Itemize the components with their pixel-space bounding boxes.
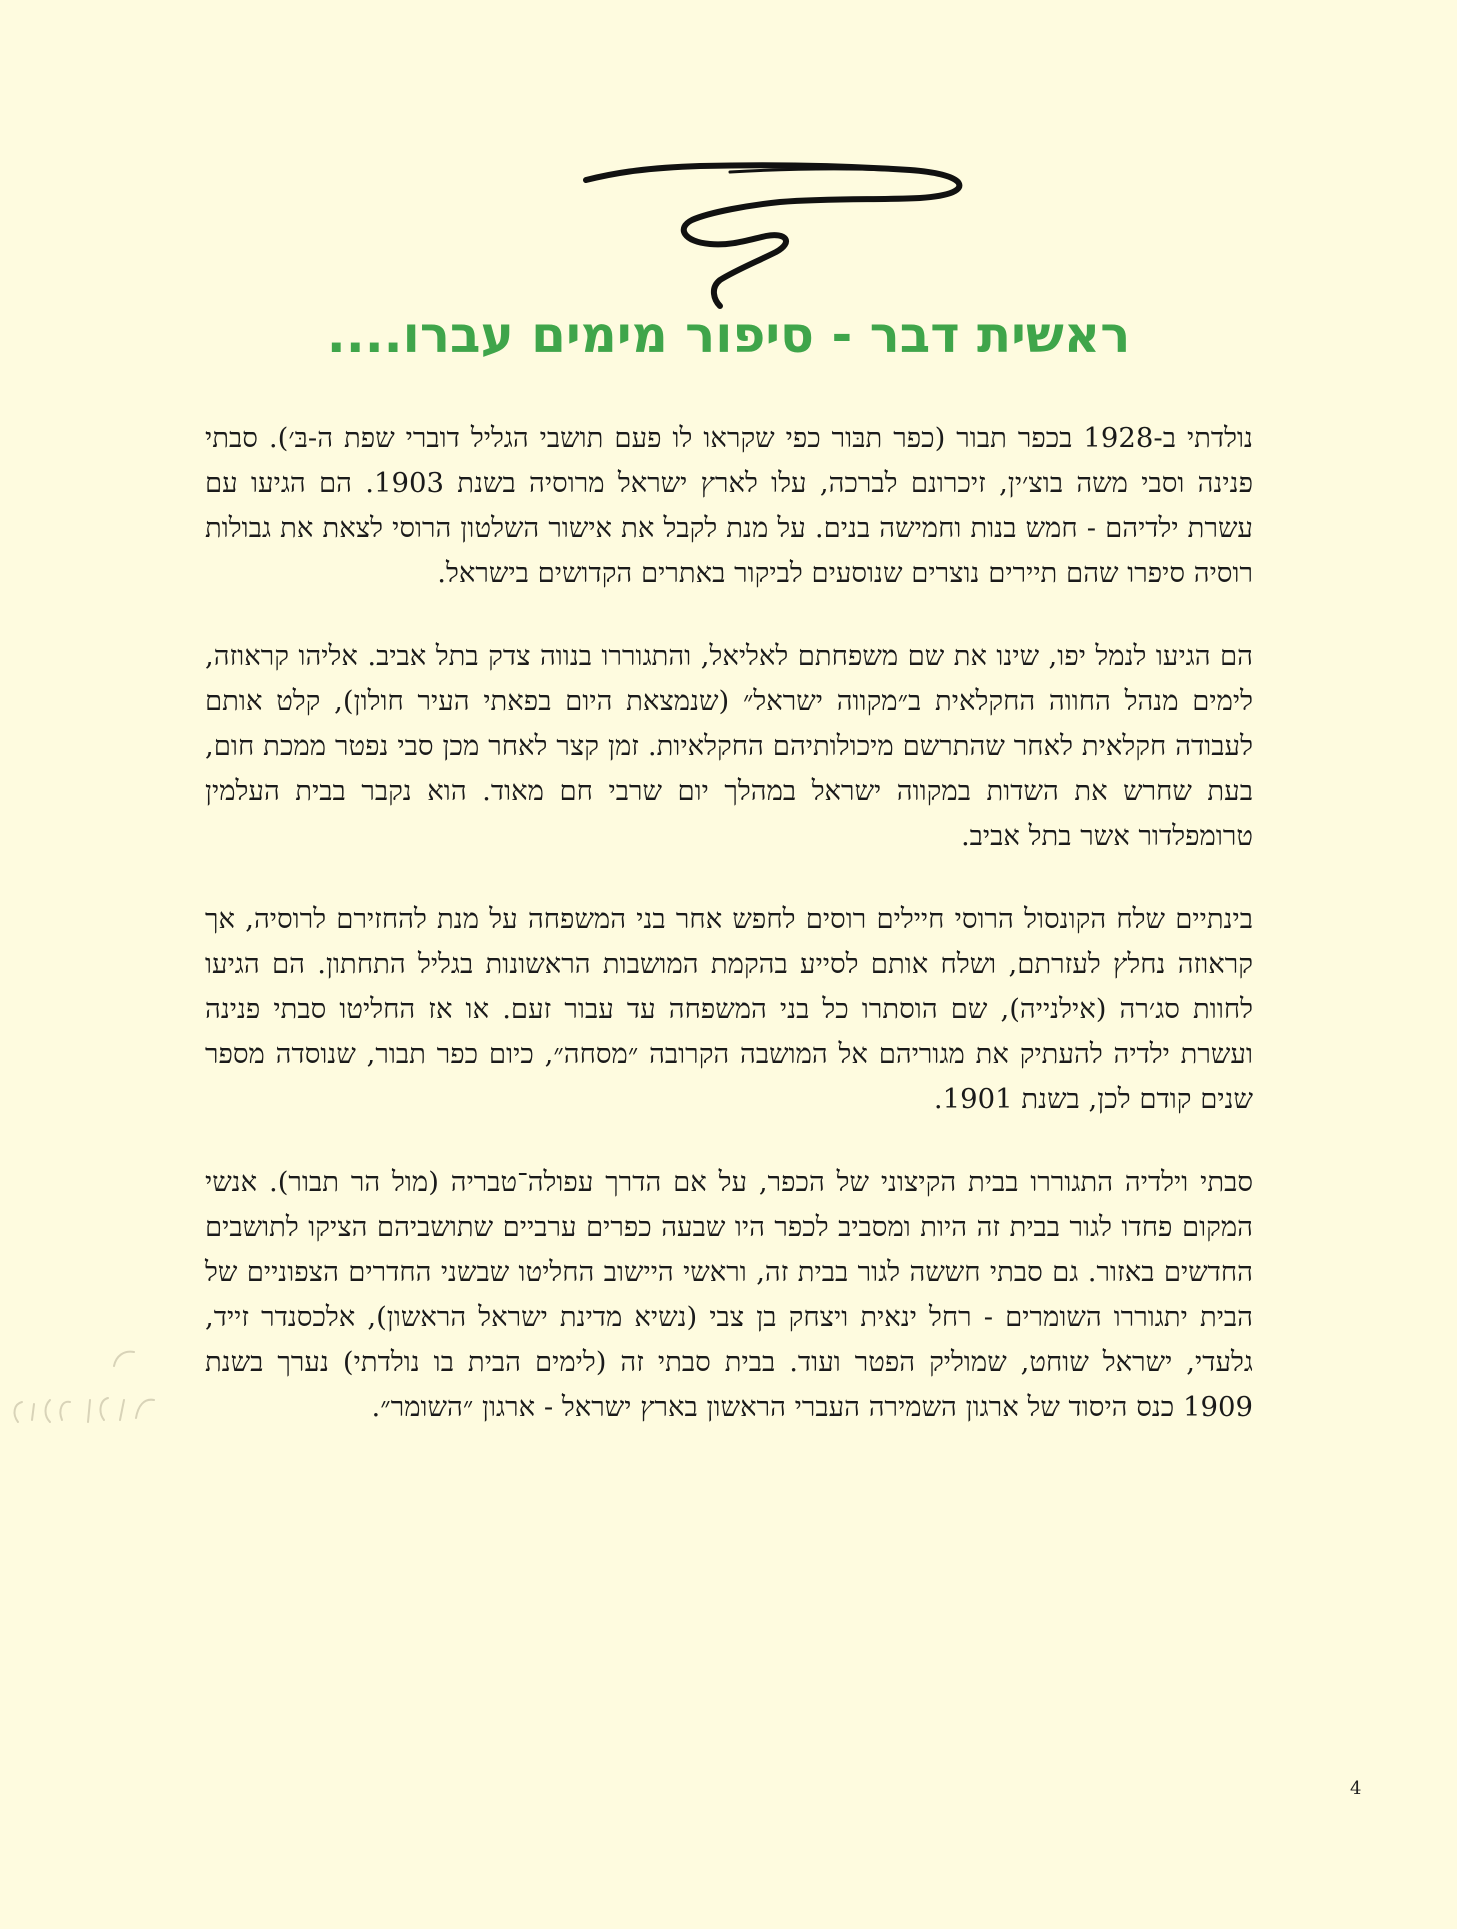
page-number: 4 [1350, 1778, 1362, 1799]
faint-margin-handwriting [4, 1340, 164, 1450]
page-title: ראשית דבר - סיפור מימים עברו.... [326, 306, 1131, 364]
signature-ornament [580, 160, 1000, 310]
paragraph-1: נולדתי ב-1928 בכפר תבור (כפר תבּור כפי שקראו לו פעם תושבי הגליל דוברי שפת ה-בּ׳). סבתי פנינה וסבי משה בוצ׳ין, זיכרונם לברכה, עלו לארץ ישראל מרוסיה בשנת 1903. הם הגיעו עם עשרת ילדיהם - חמש בנות וחמישה בנים. על מנת לקבל את אישור השלטון הרוסי לצאת את גבולות רוסיה סיפרו שהם תיירים נוצרים שנוסעים לביקור באתרים הקדושים בישראל. [205, 422, 1253, 589]
body-text [205, 416, 1253, 1468]
paragraph-4: סבתי וילדיה התגוררו בבית הקיצוני של הכפר, על אם הדרך עפולה־טבריה (מול הר תבור). אנשי המקום פחדו לגור בבית זה היות ומסביב לכפר היו שבעה כפרים ערביים שתושביהם הציקו לתושבים החדשים באזור. גם סבתי חששה לגור בבית זה, וראשי היישוב החליטו שבשני החדרים הצפוניים של הבית יתגוררו השומרים - רחל ינאית ויצחק בן צבי (נשיא מדינת ישראל הראשון), אלכסנדר זייד, גלעדי, ישראל שוחט, שמוליק הפטר ועוד. בבית סבתי זה (לימים הבית בו נולדתי) נערך בשנת 1909 כנס היסוד של ארגון השמירה העברי הראשון בארץ ישראל - ארגון ״השומר״. [205, 1166, 1253, 1423]
paragraph-3: בינתיים שלח הקונסול הרוסי חיילים רוסים לחפש אחר בני המשפחה על מנת להחזירם לרוסיה, אך קראוזה נחלץ לעזרתם, ושלח אותם לסייע בהקמת המושבות הראשונות בגליל התחתון. הם הגיעו לחוות סג׳רה (אילנייה), שם הוסתרו כל בני המשפחה עד עבור זעם. או אז החליטו סבתי פנינה ועשרת ילדיה להעתיק את מגוריהם אל המושבה הקרובה ״מסחה״, כיום כפר תבור, שנוסדה מספר שנים קודם לכן, בשנת 1901. [205, 903, 1253, 1115]
paragraph-2: הם הגיעו לנמל יפו, שינו את שם משפחתם לאליאל, והתגוררו בנווה צדק בתל אביב. אליהו קראוזה, לימים מנהל החווה החקלאית ב״מקווה ישראל״ (שנמצאת היום בפאתי העיר חולון), קלט אותם לעבודה חקלאית לאחר שהתרשם מיכולותיהם החקלאיות. זמן קצר לאחר מכן סבי נפטר ממכת חום, בעת שחרש את השדות במקווה ישראל במהלך יום שרבי חם מאוד. הוא נקבר בבית העלמין טרומפלדור אשר בתל אביב. [205, 640, 1253, 852]
